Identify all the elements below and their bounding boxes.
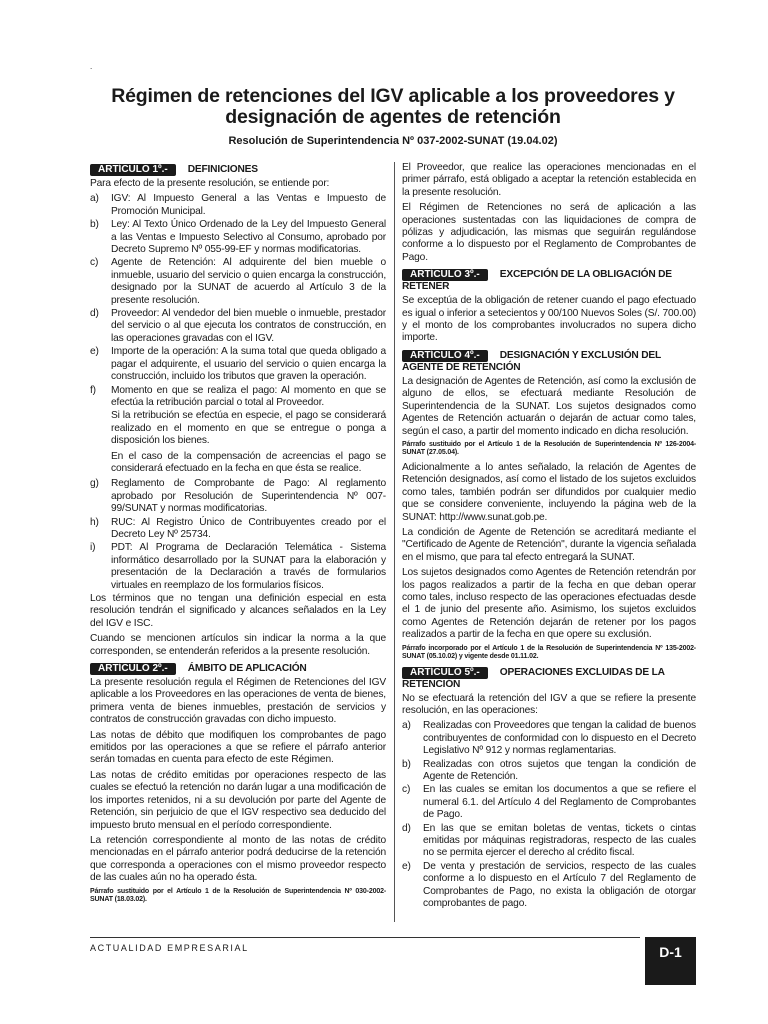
article-2-paragraph: Las notas de débito que modifiquen los comprobantes de pago emitidos por las operaciones a que se refiere el párrafo anterior serán tomadas en cuenta para efecto de este Régimen. [90,729,386,766]
article-2-note: Párrafo sustituido por el Artículo 1 de la Resolución de Superintendencia Nº 030-2002-SUNAT (18.03.02). [90,887,386,904]
document-subtitle: Resolución de Superintendencia Nº 037-2002-SUNAT (19.04.02) [228,135,558,147]
list-item: b) Ley: Al Texto Único Ordenado de la Ley del Impuesto General a las Ventas e Impuesto Selectivo al Consumo, aprobado por Decreto Supremo Nº 055-99-EF y normas modificatorias. [90,219,386,256]
article-1-heading [90,164,386,176]
article-4-paragraph: La designación de Agentes de Retención, así como la exclusión de alguno de ellos, se efectuará mediante Resolución de Superintendencia de la SUNAT. Los sujetos designados como Agentes de Retención actuarán o dejarán de actuar como tales, según el caso, a partir del momento indicado en dicha resolución. [402,375,696,437]
article-4-note: Párrafo sustituido por el Artículo 1 de la Resolución de Superintendencia Nº 126-2004-SUNAT (27.05.04). [402,440,696,457]
article-2-paragraph: Las notas de crédito emitidas por operaciones respecto de las cuales se efectuó la retención no darán lugar a una modificación de los importes retenidos, ni a su devolución por parte del Agente de Retención, sin perjuicio de que el IGV respectivo sea deducido del impuesto bruto mensual en el período correspondiente. [90,769,386,831]
list-item: c) Agente de Retención: Al adquirente del bien mueble o inmueble, usuario del servicio o quien encarga la construcción, designado por la SUNAT de acuerdo al Artículo 3 de la presente resolución. [90,257,386,306]
article-1-paragraph: Cuando se mencionen artículos sin indicar la norma a la que corresponden, se entenderán referidos a la presente resolución. [90,633,386,657]
list-item: f) Momento en que se realiza el pago: Al momento en que se efectúa la retribución parcial o total al Proveedor. [90,384,386,408]
document-title: Régimen de retenciones del IGV aplicable a los proveedores y designación de agentes de retención [111,85,675,128]
article-4-note: Párrafo incorporado por el Artículo 1 de la Resolución de Superintendencia Nº 135-2002-SUNAT (05.10.02) y vigente desde 01.11.02. [402,644,696,661]
article-2-continued-paragraph: El Proveedor, que realice las operaciones mencionadas en el primer párrafo, está obligado a aceptar la retención establecida en la presente resolución. [402,162,696,198]
publication-name: ACTUALIDAD EMPRESARIAL [90,943,249,953]
list-item: g) Reglamento de Comprobante de Pago: Al reglamento aprobado por Resolución de Superintendencia Nº 007-99/SUNAT y normas modificatorias. [90,478,386,515]
list-item: i) PDT: Al Programa de Declaración Telemática - Sistema informático desarrollado por la SUNAT para la elaboración y presentación de la Declaración a través de formularios virtuales en reemplazo de los formularios físicos. [90,542,386,591]
footer-rule [90,937,640,938]
article-2-paragraph: La presente resolución regula el Régimen de Retenciones del IGV aplicable a los Proveedores en las operaciones de venta de bienes, primera venta de bienes inmuebles, prestación de servicios y contratos de construcción gravadas con dicho impuesto. [90,677,386,726]
article-2-paragraph: La retención correspondiente al monto de las notas de crédito mencionadas en el párrafo anterior podrá deducirse de la retención que corresponda a operaciones con el mismo proveedor respecto de las cuales aún no ha operado ésta. [90,834,386,884]
article-1-paragraph: Los términos que no tengan una definición especial en esta resolución tendrán el significado y alcances señalados en la Ley del IGV e ISC. [90,593,386,629]
article-2-heading [90,663,386,675]
item-f-extra-2: En el caso de la compensación de acreencias el pago se considerará efectuado en la fecha en que ésta se realice. [111,450,386,474]
list-item: c) En las cuales se emitan los documentos a que se refiere el numeral 6.1. del Artículo 4 del Reglamento de Comprobantes de Pago. [402,784,696,821]
article-5-heading [402,667,696,691]
list-item: d) Proveedor: Al vendedor del bien mueble o inmueble, prestador del servicio o al que ejecuta los contratos de construcción, en las operaciones gravadas con el IGV. [90,308,386,344]
list-item: e) De venta y prestación de servicios, respecto de las cuales conforme a lo dispuesto en el Artículo 7 del Reglamento de Comprobantes de Pago, no exista la obligación de otorgar comprobantes de pago. [402,860,696,910]
article-5-title: OPERACIONES EXCLUIDAS DE LA RETENCIÓN [402,666,665,690]
article-1-badge: ARTÍCULO 1º.- [90,164,176,176]
article-2-badge: ARTÍCULO 2º.- [90,663,176,675]
list-item: a) Realizadas con Proveedores que tengan la calidad de buenos contribuyentes de conformidad con lo dispuesto en el Decreto Legislativo Nº 912 y normas reglamentarias. [402,720,696,757]
article-5-badge: ARTÍCULO 5º.- [402,667,488,679]
article-3-heading [402,269,696,293]
article-2-title: ÁMBITO DE APLICACIÓN [187,663,307,675]
article-4-paragraph: Adicionalmente a lo antes señalado, la relación de Agentes de Retención designados, así como el listado de los sujetos excluidos como tales, también podrán ser difundidos por cualquier medio que se considere conveniente, incluyendo la página web de la SUNAT: http://www.sunat.gob.pe. [402,461,696,523]
left-column [90,162,386,909]
item-f-extra-1: Si la retribución se efectúa en especie, el pago se considerará realizado en el momento en que se entregue o ponga a disposición los bienes. [111,410,386,447]
list-item: e) Importe de la operación: A la suma total que queda obligado a pagar el adquirente, el usuario del servicio o quien encarga la construcción, incluido los tributos que graven la operación. [90,346,386,383]
column-divider [394,162,395,922]
article-2-continued-paragraph: El Régimen de Retenciones no será de aplicación a las operaciones sustentadas con las liquidaciones de compra de pólizas y adjudicación, las mismas que seguirán regulándose conforme a lo dispuesto por el Reglamento de Comprobantes de Pago. [402,202,696,263]
list-item: h) RUC: Al Registro Único de Contribuyentes creado por el Decreto Ley Nº 25734. [90,516,386,540]
article-4-badge: ARTÍCULO 4º.- [402,350,488,362]
list-item: b) Realizadas con otros sujetos que tengan la condición de Agente de Retención. [402,758,696,783]
stray-dot: . [90,62,93,71]
article-3-title: EXCEPCIÓN DE LA OBLIGACIÓN DE RETENER [402,269,672,293]
article-3-badge: ARTÍCULO 3º.- [402,269,488,281]
article-3-paragraph: Se exceptúa de la obligación de retener cuando el pago efectuado es igual o inferior a setecientos y 00/100 Nuevos Soles (S/. 700.00) y el monto de los comprobantes involucrados no supera dicho importe. [402,295,696,344]
list-item: d) En las que se emitan boletas de ventas, tickets o cintas emitidas por máquinas registradoras, respecto de las cuales no se permita ejercer el derecho al crédito fiscal. [402,822,696,859]
right-column [402,162,696,912]
article-1-title: DEFINICIONES [187,164,258,175]
article-4-title: DESIGNACIÓN Y EXCLUSIÓN DEL AGENTE DE RETENCIÓN [402,349,661,373]
page-number: D-1 [645,937,696,985]
article-4-paragraph: Los sujetos designados como Agentes de Retención retendrán por los pagos realizados a partir de la fecha en que deban operar como tales, incluso respecto de las operaciones efectuadas desde el 1 de junio del presente año. Asimismo, los sujetos excluidos como Agentes de Retención dejarán de retener por los pagos realizados a partir de la fecha en que opere su exclusión. [402,567,696,641]
list-item: a) IGV: Al Impuesto General a las Ventas e Impuesto de Promoción Municipal. [90,193,386,217]
article-1-intro: Para efecto de la presente resolución, se entiende por: [90,178,330,189]
article-5-intro: No se efectuará la retención del IGV a que se refiere la presente resolución, en las operaciones: [402,692,696,716]
article-4-heading [402,350,696,374]
article-4-paragraph: La condición de Agente de Retención se acreditará mediante el "Certificado de Agente de Retención", durante la vigencia señalada en el mismo, que para tal efecto entregará la SUNAT. [402,526,696,563]
